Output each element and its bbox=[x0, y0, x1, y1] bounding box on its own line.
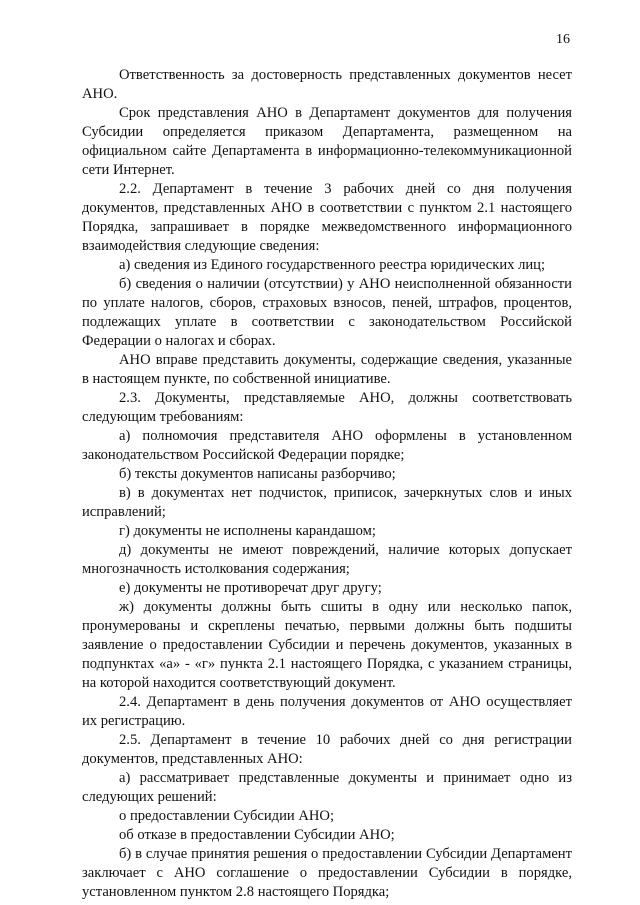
paragraph: д) документы не имеют повреждений, наличие которых допускает многозначность истолкования содержания; bbox=[82, 542, 572, 577]
page-number: 16 bbox=[556, 32, 570, 47]
paragraph: а) сведения из Единого государственного реестра юридических лиц; bbox=[119, 257, 546, 273]
paragraph: б) в случае принятия решения о предоставлении Субсидии Департамент заключает с АНО соглашение о предоставлении Субсидии в порядке, установленном пунктом 2.8 настоящего Порядка; bbox=[82, 846, 572, 900]
paragraph: 2.3. Документы, представляемые АНО, должны соответствовать следующим требованиям: bbox=[82, 390, 572, 425]
paragraph: 2.5. Департамент в течение 10 рабочих дней со дня регистрации документов, представленных АНО: bbox=[82, 732, 572, 767]
paragraph: 2.4. Департамент в день получения документов от АНО осуществляет их регистрацию. bbox=[82, 694, 572, 729]
paragraph: е) документы не противоречат друг другу; bbox=[119, 580, 382, 596]
paragraph: Ответственность за достоверность представленных документов несет АНО. bbox=[82, 67, 572, 102]
paragraph: об отказе в предоставлении Субсидии АНО; bbox=[119, 827, 395, 843]
paragraph: ж) документы должны быть сшиты в одну или несколько папок, пронумерованы и скреплены печатью, первыми должны быть подшиты заявление о предоставлении Субсидии и перечень документов, указанных в подпунктах «а» - «г» пункта 2.1 настоящего Порядка, с указанием страницы, на которой находится соответствующий документ. bbox=[82, 599, 572, 691]
paragraph: в) в документах нет подчисток, приписок, зачеркнутых слов и иных исправлений; bbox=[82, 485, 572, 520]
document-body bbox=[82, 66, 572, 902]
paragraph: Срок представления АНО в Департамент документов для получения Субсидии определяется приказом Департамента, размещенном на официальном сайте Департамента в информационно-телекоммуникационной сети Интернет. bbox=[82, 105, 572, 178]
paragraph: г) документы не исполнены карандашом; bbox=[119, 523, 376, 539]
paragraph: АНО вправе представить документы, содержащие сведения, указанные в настоящем пункте, по собственной инициативе. bbox=[82, 352, 572, 387]
paragraph: б) тексты документов написаны разборчиво; bbox=[119, 466, 396, 482]
paragraph: 2.2. Департамент в течение 3 рабочих дней со дня получения документов, представленных АНО в соответствии с пунктом 2.1 настоящего Порядка, запрашивает в порядке межведомственного информационного взаимодействия следующие сведения: bbox=[82, 181, 572, 254]
paragraph: а) полномочия представителя АНО оформлены в установленном законодательством Российской Федерации порядке; bbox=[82, 428, 572, 463]
paragraph: о предоставлении Субсидии АНО; bbox=[119, 808, 335, 824]
paragraph: а) рассматривает представленные документы и принимает одно из следующих решений: bbox=[82, 770, 572, 805]
paragraph: б) сведения о наличии (отсутствии) у АНО неисполненной обязанности по уплате налогов, сборов, страховых взносов, пеней, штрафов, процентов, подлежащих уплате в соответствии с законодательством Российской Федерации о налогах и сборах. bbox=[82, 276, 572, 349]
